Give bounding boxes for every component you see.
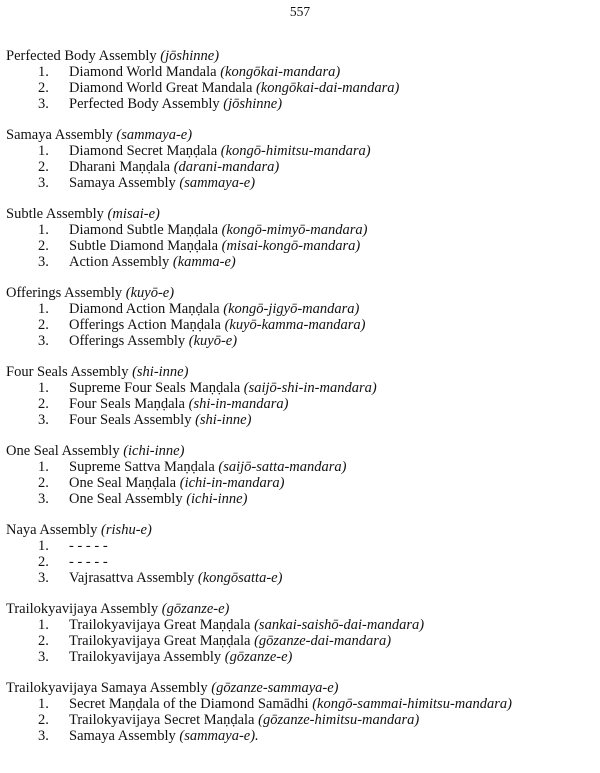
item-number: 3.	[38, 570, 49, 586]
assembly-section	[6, 206, 594, 270]
mandala-japanese-name: (kuyō-kamma-mandara)	[224, 317, 366, 333]
item-number: 2.	[38, 317, 49, 333]
mandala-name: Offerings Action Maṇḍala	[69, 317, 221, 333]
mandala-japanese-name: (gōzanze-e)	[224, 649, 293, 665]
mandala-japanese-name: (gōzanze-dai-mandara)	[254, 633, 392, 649]
list-item	[6, 175, 594, 191]
list-item	[6, 254, 594, 270]
item-number: 3.	[38, 728, 49, 744]
assembly-japanese-name: (ichi-inne)	[123, 443, 185, 459]
assembly-section	[6, 680, 594, 744]
mandala-name: - - - - -	[69, 538, 108, 554]
assembly-title: Subtle Assembly	[6, 206, 104, 222]
mandala-name: Diamond Secret Maṇḍala	[69, 143, 218, 159]
item-number: 2.	[38, 475, 49, 491]
mandala-name: Offerings Assembly	[69, 333, 186, 349]
list-item	[6, 143, 594, 159]
item-number: 3.	[38, 96, 49, 112]
mandala-japanese-name: (shi-inne)	[195, 412, 252, 428]
list-item	[6, 696, 594, 712]
mandala-japanese-name: (shi-in-mandara)	[188, 396, 289, 412]
list-item	[6, 380, 594, 396]
item-number: 2.	[38, 396, 49, 412]
list-item	[6, 159, 594, 175]
assembly-heading	[6, 680, 594, 696]
item-number: 1.	[38, 696, 49, 712]
mandala-japanese-name: (sammaya-e).	[179, 728, 259, 744]
list-item	[6, 649, 594, 665]
item-number: 3.	[38, 491, 49, 507]
assembly-japanese-name: (jōshinne)	[160, 48, 220, 64]
item-number: 1.	[38, 617, 49, 633]
mandala-japanese-name: (kamma-e)	[172, 254, 236, 270]
list-item	[6, 491, 594, 507]
mandala-japanese-name: (saijō-satta-mandara)	[218, 459, 347, 475]
mandala-name: One Seal Assembly	[69, 491, 183, 507]
item-number: 2.	[38, 238, 49, 254]
item-number: 3.	[38, 649, 49, 665]
list-item	[6, 301, 594, 317]
list-item	[6, 412, 594, 428]
assembly-title: Samaya Assembly	[6, 127, 113, 143]
item-number: 2.	[38, 554, 49, 570]
mandala-name: Dharani Maṇḍala	[69, 159, 171, 175]
assembly-title: Trailokyavijaya Assembly	[6, 601, 159, 617]
mandala-japanese-name: (kongōkai-mandara)	[220, 64, 341, 80]
list-item	[6, 80, 594, 96]
assembly-japanese-name: (kuyō-e)	[125, 285, 175, 301]
mandala-name: Perfected Body Assembly	[69, 96, 220, 112]
assembly-heading	[6, 522, 594, 538]
assembly-heading	[6, 48, 594, 64]
assembly-title: One Seal Assembly	[6, 443, 120, 459]
mandala-japanese-name: (kuyō-e)	[188, 333, 238, 349]
mandala-name: Trailokyavijaya Great Maṇḍala	[69, 633, 251, 649]
list-item	[6, 617, 594, 633]
list-item	[6, 238, 594, 254]
mandala-japanese-name: (misai-kongō-mandara)	[221, 238, 361, 254]
item-number: 2.	[38, 80, 49, 96]
assembly-title: Offerings Assembly	[6, 285, 123, 301]
item-number: 2.	[38, 159, 49, 175]
mandala-japanese-name: (kongō-mimyō-mandara)	[221, 222, 368, 238]
mandala-name: Supreme Four Seals Maṇḍala	[69, 380, 241, 396]
assembly-japanese-name: (misai-e)	[107, 206, 160, 222]
assembly-section	[6, 522, 594, 586]
mandala-name: Diamond Subtle Maṇḍala	[69, 222, 219, 238]
list-item	[6, 317, 594, 333]
assembly-section	[6, 364, 594, 428]
mandala-name: Secret Maṇḍala of the Diamond Samādhi	[69, 696, 309, 712]
mandala-japanese-name: (jōshinne)	[223, 96, 283, 112]
assembly-section	[6, 127, 594, 191]
assembly-section	[6, 601, 594, 665]
item-number: 1.	[38, 301, 49, 317]
mandala-japanese-name: (sankai-saishō-dai-mandara)	[254, 617, 425, 633]
list-item	[6, 538, 594, 554]
assembly-heading	[6, 364, 594, 380]
list-item	[6, 64, 594, 80]
mandala-name: One Seal Maṇḍala	[69, 475, 177, 491]
item-number: 3.	[38, 175, 49, 191]
mandala-japanese-name: (gōzanze-himitsu-mandara)	[258, 712, 420, 728]
assembly-japanese-name: (gōzanze-sammaya-e)	[211, 680, 339, 696]
assembly-heading	[6, 285, 594, 301]
item-number: 3.	[38, 333, 49, 349]
page-number: 557	[289, 4, 311, 19]
list-item	[6, 475, 594, 491]
assembly-title: Four Seals Assembly	[6, 364, 129, 380]
mandala-japanese-name: (ichi-in-mandara)	[179, 475, 285, 491]
mandala-name: Action Assembly	[69, 254, 170, 270]
assembly-section	[6, 443, 594, 507]
item-number: 3.	[38, 412, 49, 428]
mandala-name: Samaya Assembly	[69, 728, 176, 744]
item-number: 2.	[38, 633, 49, 649]
assembly-title: Naya Assembly	[6, 522, 98, 538]
item-number: 2.	[38, 712, 49, 728]
item-number: 1.	[38, 222, 49, 238]
item-number: 1.	[38, 538, 49, 554]
list-item	[6, 712, 594, 728]
list-item	[6, 222, 594, 238]
mandala-japanese-name: (kongō-jigyō-mandara)	[223, 301, 360, 317]
item-number: 3.	[38, 254, 49, 270]
list-item	[6, 570, 594, 586]
list-item	[6, 633, 594, 649]
assembly-section	[6, 48, 594, 112]
mandala-name: Four Seals Maṇḍala	[69, 396, 185, 412]
assembly-heading	[6, 127, 594, 143]
item-number: 1.	[38, 380, 49, 396]
mandala-name: Trailokyavijaya Secret Maṇḍala	[69, 712, 255, 728]
assembly-list	[6, 48, 594, 759]
mandala-japanese-name: (saijō-shi-in-mandara)	[243, 380, 377, 396]
mandala-name: Diamond Action Maṇḍala	[69, 301, 220, 317]
item-number: 1.	[38, 459, 49, 475]
assembly-heading	[6, 206, 594, 222]
assembly-japanese-name: (rishu-e)	[101, 522, 152, 538]
mandala-name: Vajrasattva Assembly	[69, 570, 195, 586]
assembly-heading	[6, 601, 594, 617]
assembly-japanese-name: (sammaya-e)	[116, 127, 193, 143]
mandala-name: Diamond World Mandala	[69, 64, 217, 80]
list-item	[6, 396, 594, 412]
mandala-japanese-name: (kongō-sammai-himitsu-mandara)	[312, 696, 512, 712]
assembly-japanese-name: (shi-inne)	[132, 364, 189, 380]
list-item	[6, 333, 594, 349]
item-number: 1.	[38, 143, 49, 159]
mandala-name: - - - - -	[69, 554, 108, 570]
assembly-title: Perfected Body Assembly	[6, 48, 157, 64]
mandala-name: Trailokyavijaya Great Maṇḍala	[69, 617, 251, 633]
mandala-japanese-name: (ichi-inne)	[186, 491, 248, 507]
mandala-name: Supreme Sattva Maṇḍala	[69, 459, 215, 475]
list-item	[6, 728, 594, 744]
mandala-japanese-name: (kongōsatta-e)	[197, 570, 283, 586]
mandala-japanese-name: (kongō-himitsu-mandara)	[220, 143, 371, 159]
mandala-name: Trailokyavijaya Assembly	[69, 649, 222, 665]
assembly-title: Trailokyavijaya Samaya Assembly	[6, 680, 208, 696]
mandala-name: Samaya Assembly	[69, 175, 176, 191]
list-item	[6, 459, 594, 475]
assembly-japanese-name: (gōzanze-e)	[161, 601, 230, 617]
list-item	[6, 96, 594, 112]
mandala-name: Subtle Diamond Maṇḍala	[69, 238, 219, 254]
mandala-japanese-name: (darani-mandara)	[173, 159, 280, 175]
list-item	[6, 554, 594, 570]
mandala-japanese-name: (kongōkai-dai-mandara)	[256, 80, 400, 96]
assembly-section	[6, 285, 594, 349]
mandala-name: Four Seals Assembly	[69, 412, 192, 428]
assembly-heading	[6, 443, 594, 459]
mandala-name: Diamond World Great Mandala	[69, 80, 253, 96]
mandala-japanese-name: (sammaya-e)	[179, 175, 256, 191]
item-number: 1.	[38, 64, 49, 80]
